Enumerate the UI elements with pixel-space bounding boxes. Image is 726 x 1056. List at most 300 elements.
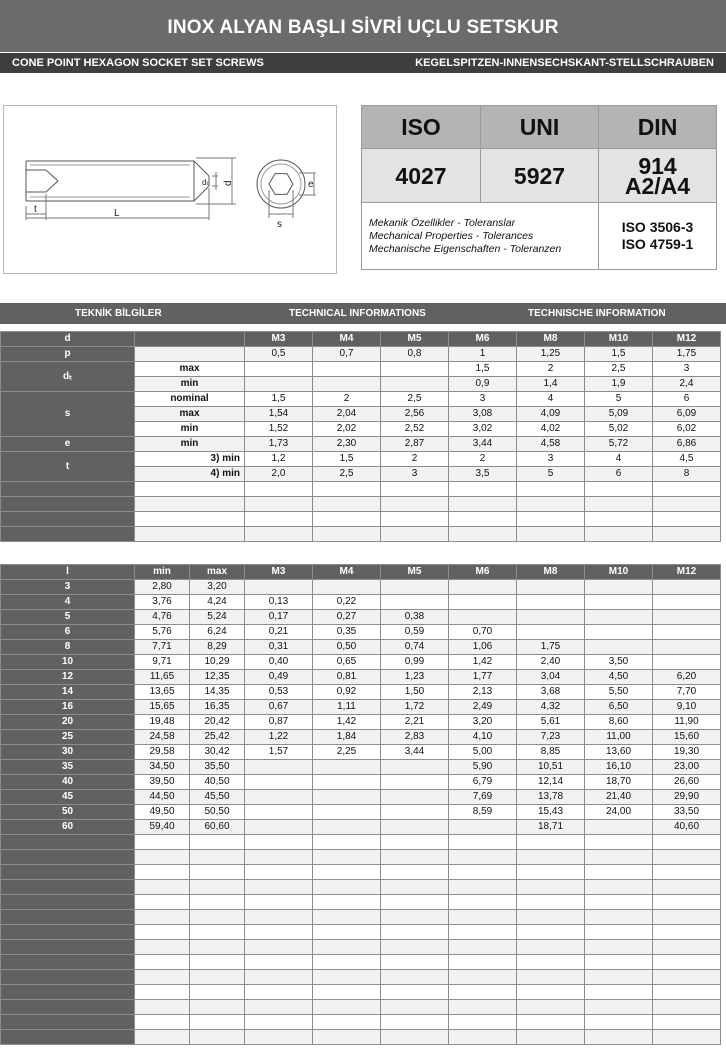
- length-cell: [585, 820, 653, 835]
- tech-cell: [517, 527, 585, 542]
- tech-row-sublabel: max: [135, 362, 245, 377]
- length-cell: [245, 760, 313, 775]
- tech-row-sublabel: min: [135, 437, 245, 452]
- tech-cell: 1,25: [517, 347, 585, 362]
- length-row: [1, 820, 721, 835]
- length-cell: [585, 880, 653, 895]
- tech-row-sublabel: [135, 497, 245, 512]
- tech-cell: 2,04: [313, 407, 381, 422]
- length-cell: [245, 850, 313, 865]
- tech-row-label: [1, 482, 135, 497]
- length-cell: [190, 910, 245, 925]
- length-cell: 1,72: [381, 700, 449, 715]
- length-cell: [190, 970, 245, 985]
- length-cell: 13,60: [585, 745, 653, 760]
- tech-cell: 2,5: [585, 362, 653, 377]
- tech-cell: 4,58: [517, 437, 585, 452]
- length-cell: [245, 925, 313, 940]
- length-row: [1, 715, 721, 730]
- tech-row-label: t: [1, 452, 135, 482]
- tech-cell: [585, 482, 653, 497]
- length-cell: 13,65: [135, 685, 190, 700]
- length-row: [1, 910, 721, 925]
- length-cell: 0,27: [313, 610, 381, 625]
- tech-cell: [245, 512, 313, 527]
- length-cell: [190, 955, 245, 970]
- length-row: [1, 895, 721, 910]
- dim-d-label: d: [223, 180, 234, 186]
- length-label-cell: 14: [1, 685, 135, 700]
- length-label-cell: 40: [1, 775, 135, 790]
- length-cell: [653, 1000, 721, 1015]
- length-cell: [135, 1015, 190, 1030]
- length-row: [1, 985, 721, 1000]
- length-cell: 3,50: [585, 655, 653, 670]
- length-cell: [245, 820, 313, 835]
- tech-row: [1, 347, 721, 362]
- length-cell: 15,65: [135, 700, 190, 715]
- length-cell: [517, 625, 585, 640]
- length-cell: [381, 940, 449, 955]
- length-cell: [653, 895, 721, 910]
- length-cell: [381, 775, 449, 790]
- length-cell: [245, 865, 313, 880]
- length-cell: [517, 1015, 585, 1030]
- length-row: [1, 955, 721, 970]
- length-cell: 24,58: [135, 730, 190, 745]
- tech-cell: [381, 497, 449, 512]
- length-row: [1, 670, 721, 685]
- length-cell: [381, 955, 449, 970]
- length-cell: [517, 910, 585, 925]
- length-cell: [449, 610, 517, 625]
- tech-cell: [517, 497, 585, 512]
- tech-cell: 3: [449, 392, 517, 407]
- tech-cell: 1,2: [245, 452, 313, 467]
- tech-row-sublabel: max: [135, 407, 245, 422]
- length-cell: 21,40: [585, 790, 653, 805]
- standards-table: [361, 105, 717, 270]
- length-cell: 34,50: [135, 760, 190, 775]
- tech-cell: [449, 497, 517, 512]
- length-cell: [245, 1000, 313, 1015]
- length-header-cell: l: [1, 565, 135, 580]
- length-cell: 2,25: [313, 745, 381, 760]
- length-cell: [449, 580, 517, 595]
- length-header-cell: M6: [449, 565, 517, 580]
- tech-row-label: s: [1, 392, 135, 437]
- length-cell: [245, 970, 313, 985]
- length-row: [1, 1015, 721, 1030]
- length-cell: [313, 760, 381, 775]
- tech-cell: 3,44: [449, 437, 517, 452]
- tech-cell: 1,75: [653, 347, 721, 362]
- tech-row-sublabel: nominal: [135, 392, 245, 407]
- length-cell: [449, 850, 517, 865]
- tech-cell: 2,87: [381, 437, 449, 452]
- length-cell: [585, 895, 653, 910]
- length-cell: [381, 910, 449, 925]
- length-cell: 33,50: [653, 805, 721, 820]
- length-cell: 1,23: [381, 670, 449, 685]
- length-cell: 5,76: [135, 625, 190, 640]
- length-cell: [381, 985, 449, 1000]
- length-cell: 19,30: [653, 745, 721, 760]
- tech-cell: [449, 527, 517, 542]
- length-header-cell: M12: [653, 565, 721, 580]
- length-cell: [653, 625, 721, 640]
- length-cell: 5,00: [449, 745, 517, 760]
- length-cell: [517, 580, 585, 595]
- length-row: [1, 610, 721, 625]
- tech-cell: 6: [653, 392, 721, 407]
- length-cell: [313, 820, 381, 835]
- length-row: [1, 865, 721, 880]
- tech-cell: M10: [585, 332, 653, 347]
- tech-cell: 1: [449, 347, 517, 362]
- tech-cell: 0,5: [245, 347, 313, 362]
- info-label-english: TECHNICAL INFORMATIONS: [289, 308, 426, 319]
- length-cell: [313, 775, 381, 790]
- tech-row-sublabel: 3) min: [135, 452, 245, 467]
- tech-cell: 3: [517, 452, 585, 467]
- length-cell: [313, 970, 381, 985]
- length-cell: [381, 970, 449, 985]
- length-cell: [449, 970, 517, 985]
- tech-cell: 2: [381, 452, 449, 467]
- length-label-cell: 8: [1, 640, 135, 655]
- tech-row: [1, 512, 721, 527]
- length-cell: [517, 895, 585, 910]
- length-cell: 6,20: [653, 670, 721, 685]
- tech-cell: 2,4: [653, 377, 721, 392]
- length-cell: 5,90: [449, 760, 517, 775]
- length-cell: [381, 1000, 449, 1015]
- length-cell: 4,76: [135, 610, 190, 625]
- length-cell: 12,35: [190, 670, 245, 685]
- dim-dt-label: dₜ: [202, 178, 209, 187]
- tech-cell: 2,5: [313, 467, 381, 482]
- length-cell: [190, 895, 245, 910]
- length-cell: 49,50: [135, 805, 190, 820]
- length-cell: 40,60: [653, 820, 721, 835]
- length-row: [1, 940, 721, 955]
- length-cell: 0,35: [313, 625, 381, 640]
- length-cell: [135, 970, 190, 985]
- length-cell: [653, 850, 721, 865]
- length-cell: [245, 790, 313, 805]
- tech-cell: 0,7: [313, 347, 381, 362]
- tech-row-sublabel: [135, 332, 245, 347]
- length-cell: [190, 925, 245, 940]
- length-row: [1, 1030, 721, 1045]
- length-cell: [585, 850, 653, 865]
- length-cell: 0,74: [381, 640, 449, 655]
- tech-cell: [381, 482, 449, 497]
- length-cell: [653, 955, 721, 970]
- length-cell: 9,10: [653, 700, 721, 715]
- length-cell: 1,22: [245, 730, 313, 745]
- dim-e-label: e: [308, 179, 314, 190]
- tech-cell: [381, 377, 449, 392]
- length-cell: [449, 895, 517, 910]
- length-cell: [135, 895, 190, 910]
- tech-row-sublabel: [135, 482, 245, 497]
- length-cell: 6,24: [190, 625, 245, 640]
- length-row: [1, 580, 721, 595]
- tech-cell: [313, 377, 381, 392]
- tech-cell: 3,5: [449, 467, 517, 482]
- tech-cell: 2,56: [381, 407, 449, 422]
- length-cell: [313, 880, 381, 895]
- length-cell: [517, 1030, 585, 1045]
- iso-references: ISO 3506-3 ISO 4759-1: [599, 203, 717, 270]
- tech-cell: M5: [381, 332, 449, 347]
- tech-cell: [245, 497, 313, 512]
- length-cell: 4,24: [190, 595, 245, 610]
- length-cell: [653, 1015, 721, 1030]
- length-row: [1, 790, 721, 805]
- length-cell: [449, 1000, 517, 1015]
- length-cell: [517, 850, 585, 865]
- length-row: [1, 1000, 721, 1015]
- tech-cell: 1,54: [245, 407, 313, 422]
- length-cell: [313, 805, 381, 820]
- length-label-cell: 30: [1, 745, 135, 760]
- length-row: [1, 850, 721, 865]
- tech-cell: [449, 482, 517, 497]
- length-cell: [585, 1030, 653, 1045]
- tech-row-label: dₜ: [1, 362, 135, 392]
- tech-cell: 2,0: [245, 467, 313, 482]
- length-row: [1, 760, 721, 775]
- length-cell: [190, 1015, 245, 1030]
- length-row: [1, 805, 721, 820]
- length-cell: 23,00: [653, 760, 721, 775]
- length-cell: 1,06: [449, 640, 517, 655]
- length-cell: [381, 790, 449, 805]
- length-cell: [313, 835, 381, 850]
- length-row: [1, 640, 721, 655]
- length-cell: [653, 1030, 721, 1045]
- length-cell: [449, 835, 517, 850]
- length-cell: [245, 955, 313, 970]
- length-cell: 6,50: [585, 700, 653, 715]
- length-cell: 0,31: [245, 640, 313, 655]
- length-cell: [449, 595, 517, 610]
- tech-cell: [245, 362, 313, 377]
- length-cell: [135, 850, 190, 865]
- tech-cell: [517, 482, 585, 497]
- tech-cell: 0,9: [449, 377, 517, 392]
- length-label-cell: [1, 970, 135, 985]
- properties-note: Mekanik Özellikler - Toleranslar Mechanical Properties - Tolerances Mechanische Eigenschaften - Toleranzen: [362, 203, 599, 270]
- length-header-cell: max: [190, 565, 245, 580]
- length-cell: 14,35: [190, 685, 245, 700]
- length-cell: 11,00: [585, 730, 653, 745]
- tech-cell: [313, 512, 381, 527]
- length-cell: 0,81: [313, 670, 381, 685]
- length-cell: [245, 940, 313, 955]
- length-row: [1, 775, 721, 790]
- length-cell: [245, 880, 313, 895]
- length-cell: 1,75: [517, 640, 585, 655]
- subtitle-german: KEGELSPITZEN-INNENSECHSKANT-STELLSCHRAUBEN: [415, 57, 714, 69]
- tech-row: [1, 527, 721, 542]
- length-cell: 0,13: [245, 595, 313, 610]
- length-cell: 5,24: [190, 610, 245, 625]
- set-screw-drawing: [4, 106, 336, 273]
- iso-number: 4027: [362, 149, 481, 203]
- tech-cell: [313, 497, 381, 512]
- length-cell: [381, 1015, 449, 1030]
- length-cell: [135, 835, 190, 850]
- tech-cell: 2: [449, 452, 517, 467]
- tech-row: [1, 362, 721, 377]
- tech-row: [1, 452, 721, 467]
- length-cell: [585, 580, 653, 595]
- tech-cell: 3,02: [449, 422, 517, 437]
- length-cell: 8,85: [517, 745, 585, 760]
- length-cell: [517, 970, 585, 985]
- tech-cell: [585, 512, 653, 527]
- length-cell: 0,49: [245, 670, 313, 685]
- length-cell: [585, 640, 653, 655]
- tech-cell: [585, 497, 653, 512]
- length-cell: [135, 940, 190, 955]
- length-cell: [653, 580, 721, 595]
- length-cell: [313, 790, 381, 805]
- length-cell: [313, 580, 381, 595]
- tech-cell: [313, 527, 381, 542]
- length-cell: 0,50: [313, 640, 381, 655]
- length-cell: [653, 865, 721, 880]
- tech-cell: 4,5: [653, 452, 721, 467]
- length-cell: [381, 895, 449, 910]
- tech-cell: 3: [653, 362, 721, 377]
- length-cell: 7,69: [449, 790, 517, 805]
- length-cell: 3,44: [381, 745, 449, 760]
- din-number: 914 A2/A4: [599, 149, 717, 203]
- tech-cell: 1,4: [517, 377, 585, 392]
- tech-cell: 4,02: [517, 422, 585, 437]
- length-cell: 3,76: [135, 595, 190, 610]
- length-cell: [313, 955, 381, 970]
- length-cell: 1,42: [449, 655, 517, 670]
- length-cell: 1,57: [245, 745, 313, 760]
- length-cell: [313, 850, 381, 865]
- length-cell: [585, 910, 653, 925]
- length-cell: [449, 865, 517, 880]
- length-cell: [653, 655, 721, 670]
- length-cell: [585, 970, 653, 985]
- length-cell: [381, 580, 449, 595]
- tech-cell: [381, 512, 449, 527]
- tech-cell: [449, 512, 517, 527]
- tech-cell: 5,02: [585, 422, 653, 437]
- length-cell: 10,29: [190, 655, 245, 670]
- length-cell: 0,67: [245, 700, 313, 715]
- length-cell: [585, 610, 653, 625]
- length-cell: [381, 865, 449, 880]
- length-cell: 11,90: [653, 715, 721, 730]
- tech-cell: 5,72: [585, 437, 653, 452]
- length-cell: 16,10: [585, 760, 653, 775]
- length-label-cell: [1, 910, 135, 925]
- tech-row: [1, 437, 721, 452]
- tech-cell: 0,8: [381, 347, 449, 362]
- length-cell: 10,51: [517, 760, 585, 775]
- length-cell: 8,59: [449, 805, 517, 820]
- length-label-cell: [1, 835, 135, 850]
- length-cell: 0,38: [381, 610, 449, 625]
- length-cell: [381, 805, 449, 820]
- length-cell: [135, 955, 190, 970]
- uni-header: UNI: [481, 106, 599, 149]
- length-cell: [517, 985, 585, 1000]
- length-cell: [190, 1000, 245, 1015]
- length-cell: [313, 910, 381, 925]
- length-cell: 0,65: [313, 655, 381, 670]
- length-cell: 2,21: [381, 715, 449, 730]
- dim-t-label: t: [34, 204, 37, 215]
- tech-cell: 1,5: [449, 362, 517, 377]
- length-cell: [245, 985, 313, 1000]
- length-cell: [653, 925, 721, 940]
- info-label-german: TECHNISCHE INFORMATION: [528, 308, 666, 319]
- length-cell: 7,71: [135, 640, 190, 655]
- subtitle-english: CONE POINT HEXAGON SOCKET SET SCREWS: [12, 57, 264, 69]
- length-cell: 0,22: [313, 595, 381, 610]
- length-cell: 5,61: [517, 715, 585, 730]
- length-cell: 0,40: [245, 655, 313, 670]
- length-cell: [517, 940, 585, 955]
- tech-cell: 3: [381, 467, 449, 482]
- tech-row-label: [1, 497, 135, 512]
- tech-row-sublabel: min: [135, 377, 245, 392]
- length-cell: 26,60: [653, 775, 721, 790]
- length-cell: 4,32: [517, 700, 585, 715]
- length-label-cell: [1, 955, 135, 970]
- length-cell: [313, 940, 381, 955]
- length-cell: 0,92: [313, 685, 381, 700]
- length-cell: 16,35: [190, 700, 245, 715]
- length-cell: [653, 610, 721, 625]
- length-cell: 1,50: [381, 685, 449, 700]
- tech-cell: 3,08: [449, 407, 517, 422]
- length-row: [1, 655, 721, 670]
- length-cell: [653, 880, 721, 895]
- tech-row: [1, 497, 721, 512]
- length-cell: 0,59: [381, 625, 449, 640]
- length-cell: [653, 595, 721, 610]
- tech-cell: 2: [517, 362, 585, 377]
- length-cell: 44,50: [135, 790, 190, 805]
- length-cell: 7,70: [653, 685, 721, 700]
- length-cell: 1,84: [313, 730, 381, 745]
- length-cell: 13,78: [517, 790, 585, 805]
- length-label-cell: [1, 850, 135, 865]
- tech-row: [1, 332, 721, 347]
- tech-cell: [653, 482, 721, 497]
- length-cell: 0,21: [245, 625, 313, 640]
- length-label-cell: [1, 1015, 135, 1030]
- length-cell: [517, 610, 585, 625]
- length-cell: [313, 1000, 381, 1015]
- tech-cell: 1,52: [245, 422, 313, 437]
- length-cell: 50,50: [190, 805, 245, 820]
- tech-cell: 1,5: [245, 392, 313, 407]
